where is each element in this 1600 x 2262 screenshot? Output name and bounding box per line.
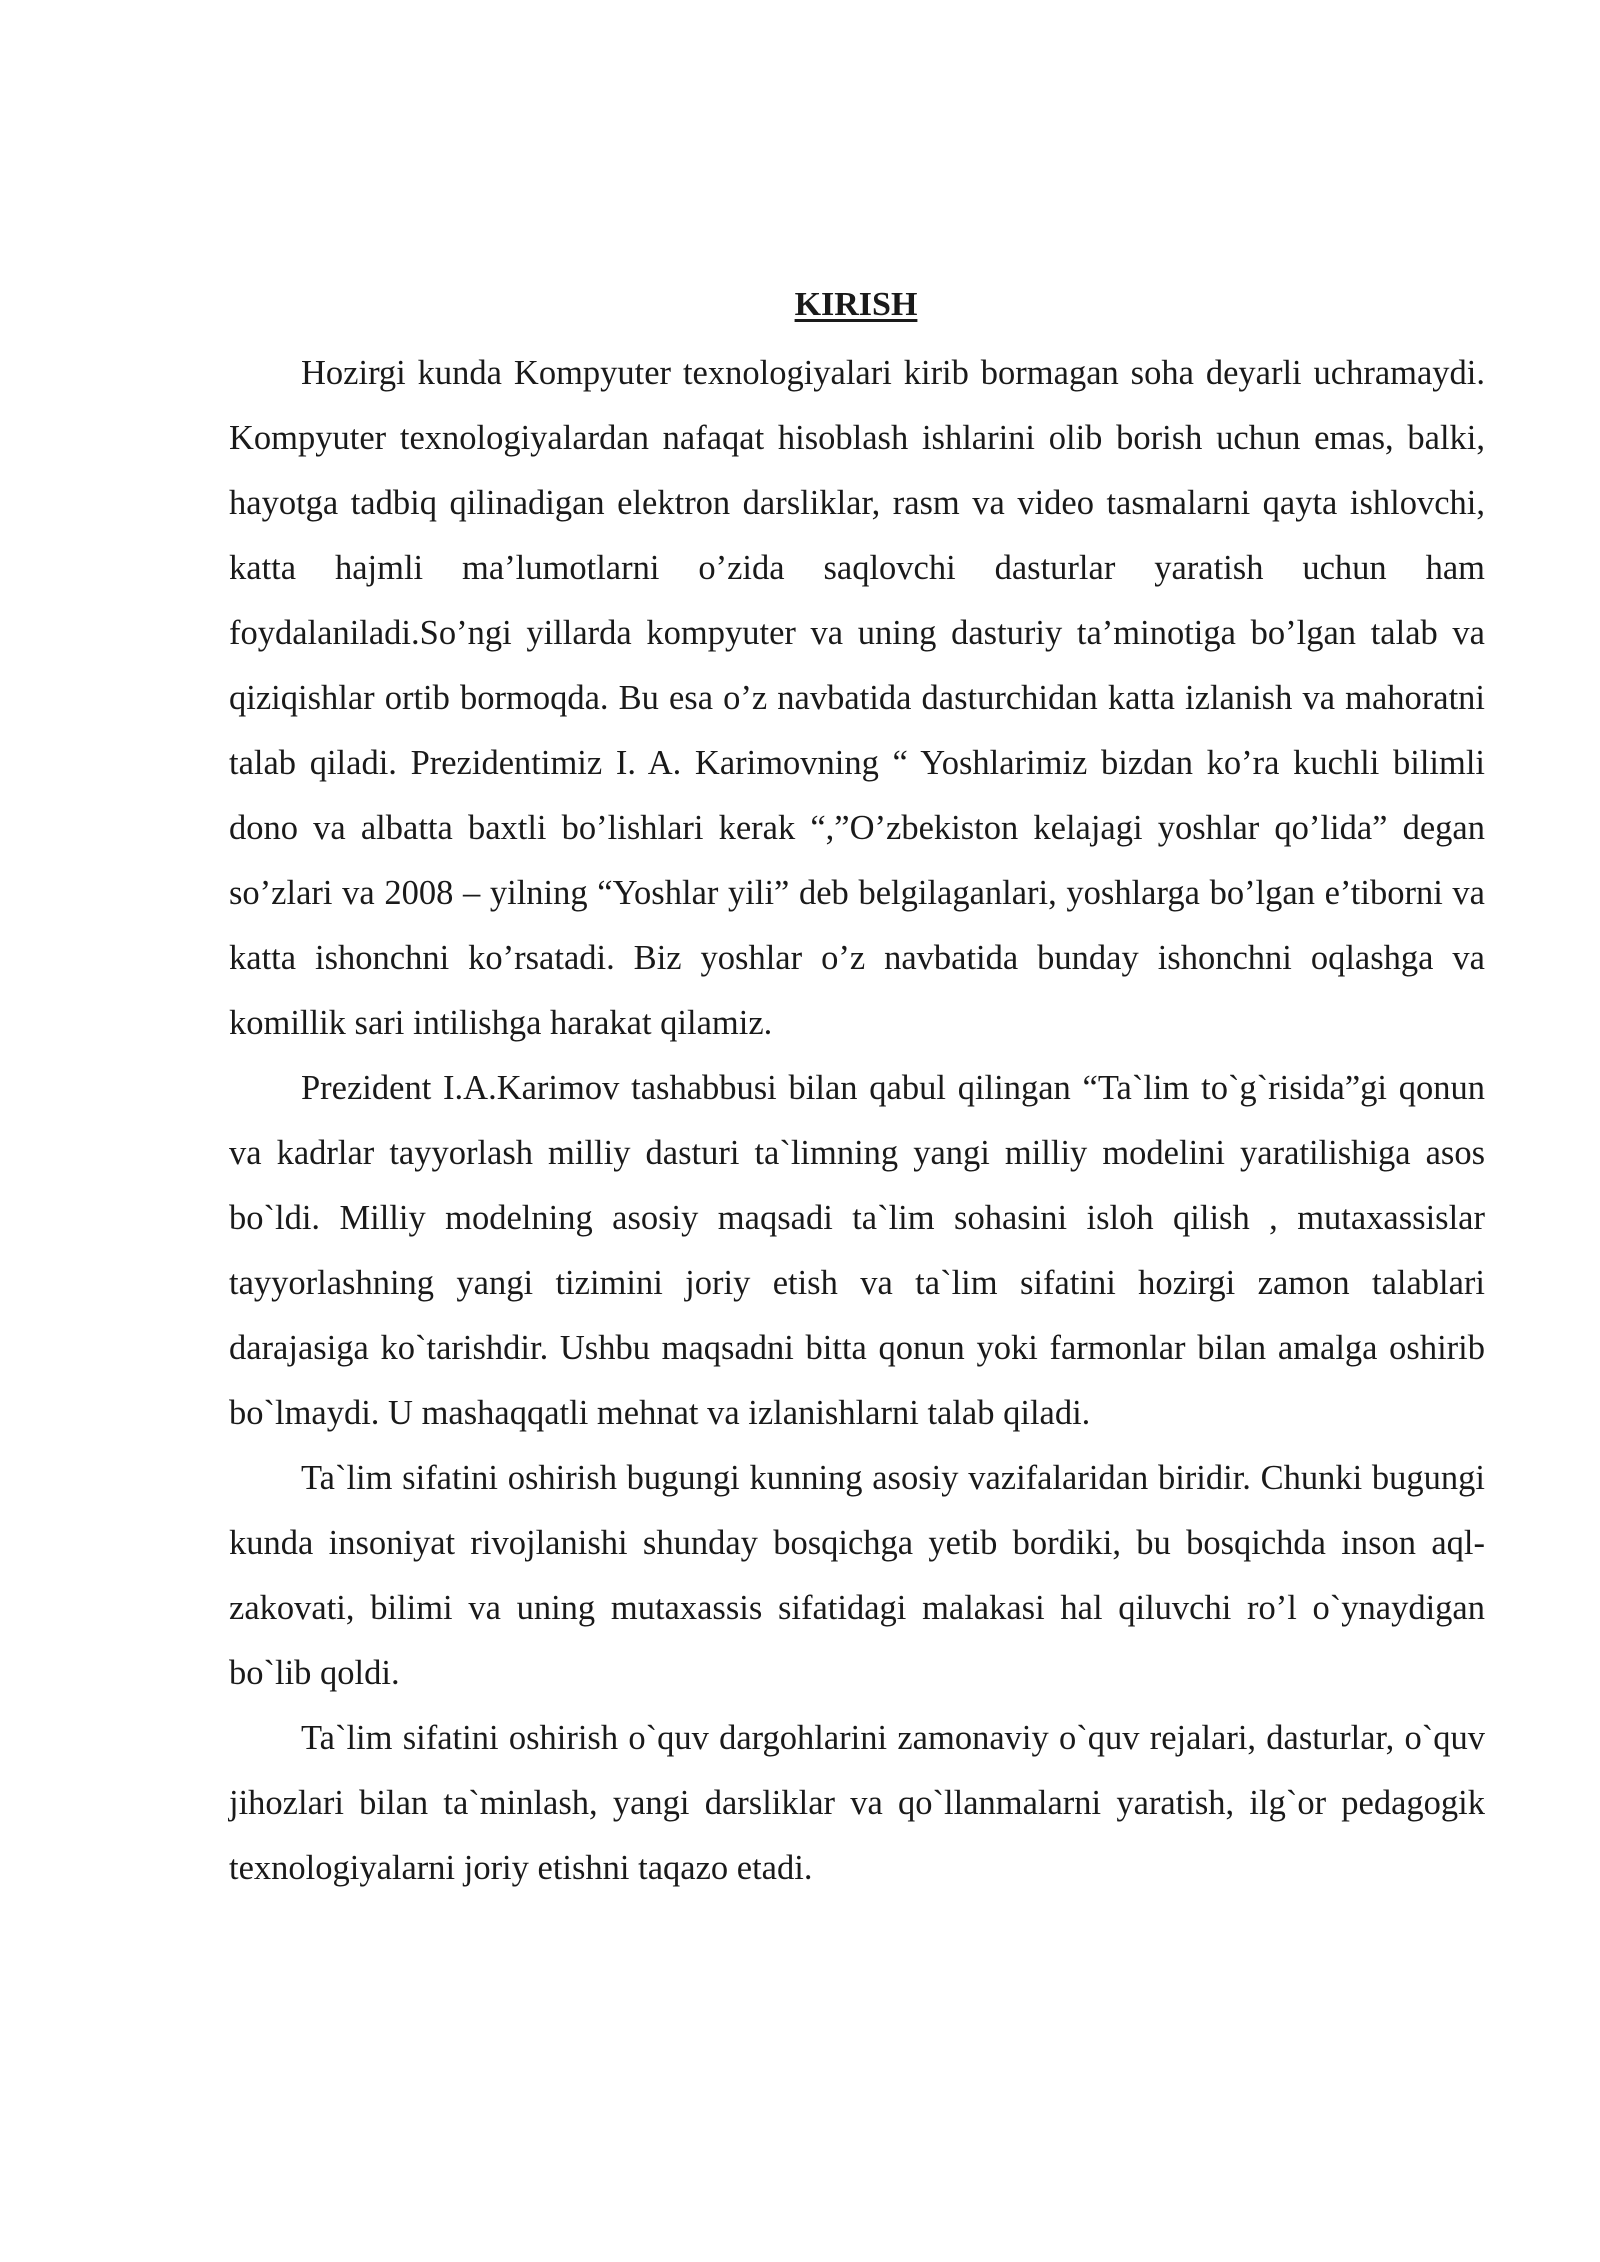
paragraph-3: Ta`lim sifatini oshirish bugungi kunning asosiy vazifalaridan biridir. Chunki bugungi kunda insoniyat rivojlanishi shunday bosqichga yetib bordiki, bu bosqichda inson aql-zakovati, bilimi va uning mutaxassis sifatidagi malakasi hal qiluvchi ro’l o`ynaydigan bo`lib qoldi.: [229, 1459, 1485, 1692]
document-body: [229, 341, 1485, 1901]
page-title: KIRISH: [794, 286, 918, 323]
paragraph-2: Prezident I.A.Karimov tashabbusi bilan qabul qilingan “Ta`lim to`g`risida”gi qonun va kadrlar tayyorlash milliy dasturi ta`limning yangi milliy modelini yaratilishiga asos bo`ldi. Milliy modelning asosiy maqsadi ta`lim sohasini isloh qilish , mutaxassislar tayyorlashning yangi tizimini joriy etish va ta`lim sifatini hozirgi zamon talablari darajasiga ko`tarishdir. Ushbu maqsadni bitta qonun yoki farmonlar bilan amalga oshirib bo`lmaydi. U mashaqqatli mehnat va izlanishlarni talab qiladi.: [229, 1069, 1485, 1432]
paragraph-4: Ta`lim sifatini oshirish o`quv dargohlarini zamonaviy o`quv rejalari, dasturlar, o`quv jihozlari bilan ta`minlash, yangi darsliklar va qo`llanmalarni yaratish, ilg`or pedagogik texnologiyalarni joriy etishni taqazo etadi.: [229, 1719, 1485, 1887]
paragraph-1: Hozirgi kunda Kompyuter texnologiyalari kirib bormagan soha deyarli uchramaydi. Kompyuter texnologiyalardan nafaqat hisoblash ishlarini olib borish uchun emas, balki, hayotga tadbiq qilinadigan elektron darsliklar, rasm va video tasmalarni qayta ishlovchi, katta hajmli ma’lumotlarni o’zida saqlovchi dasturlar yaratish uchun ham foydalaniladi.So’ngi yillarda kompyuter va uning dasturiy ta’minotiga bo’lgan talab va qiziqishlar ortib bormoqda. Bu esa o’z navbatida dasturchidan katta izlanish va mahoratni talab qiladi. Prezidentimiz I. A. Karimovning “ Yoshlarimiz bizdan ko’ra kuchli bilimli dono va albatta baxtli bo’lishlari kerak “,”O’zbekiston kelajagi yoshlar qo’lida” degan so’zlari va 2008 – yilning “Yoshlar yili” deb belgilaganlari, yoshlarga bo’lgan e’tiborni va katta ishonchni ko’rsatadi. Biz yoshlar o’z navbatida bunday ishonchni oqlashga va komillik sari intilishga harakat qilamiz.: [229, 354, 1485, 1042]
